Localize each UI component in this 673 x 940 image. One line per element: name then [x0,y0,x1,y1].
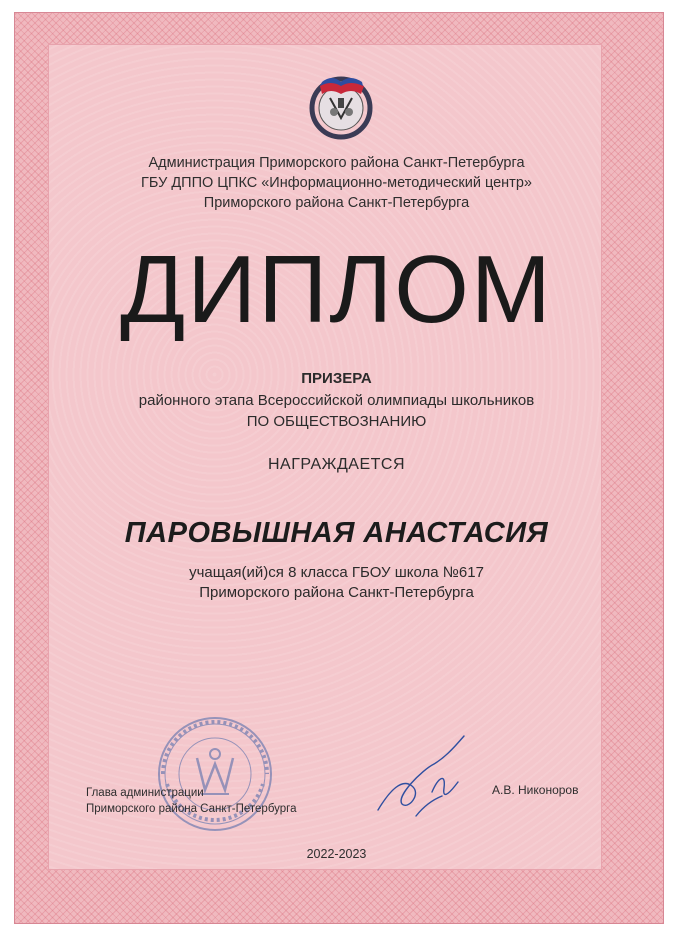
signatory-position-line-2: Приморского района Санкт-Петербурга [86,803,297,815]
awarded-label: НАГРАЖДАЕТСЯ [268,456,405,473]
issuer-line-1: Администрация Приморского района Санкт-Петербурга [148,155,525,171]
recipient-details-line-2: Приморского района Санкт-Петербурга [199,584,474,601]
olympiad-emblem-icon [306,72,376,142]
handwritten-signature [372,730,482,820]
recipient-name: ПАРОВЫШНАЯ АНАСТАСИЯ [124,517,549,549]
signatory-position [86,785,297,817]
academic-year: 2022-2023 [306,847,367,861]
recipient-details-line-1: учащая(ий)ся 8 класса ГБОУ школа №617 [189,564,484,581]
event-line-1: районного этапа Всероссийской олимпиады школьников [138,392,535,409]
diploma-title: ДИПЛОМ [120,236,553,343]
diploma-rank: ПРИЗЕРА [301,370,372,387]
signatory-position-line-1: Глава администрации [86,787,204,799]
issuer-line-3: Приморского района Санкт-Петербурга [203,195,470,211]
signatory-name: А.В. Никоноров [492,783,579,797]
event-line-2: ПО ОБЩЕСТВОЗНАНИЮ [246,413,427,430]
issuer-line-2: ГБУ ДППО ЦПКС «Информационно-методический центр» [141,175,532,191]
